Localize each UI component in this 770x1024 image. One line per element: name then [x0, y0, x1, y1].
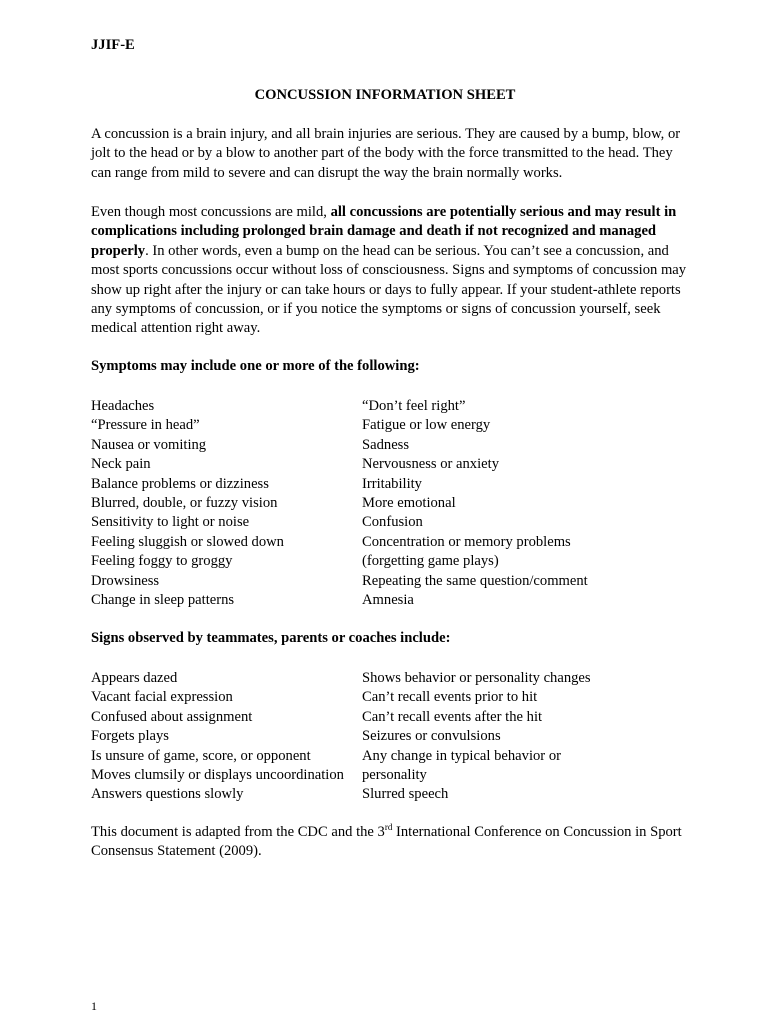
list-item: Repeating the same question/comment: [362, 572, 588, 589]
list-item: Amnesia: [362, 592, 414, 609]
list-item: Forgets plays: [91, 728, 169, 745]
list-item: “Pressure in head”: [91, 417, 200, 434]
list-item: Balance problems or dizziness: [91, 475, 269, 492]
list-item: Is unsure of game, score, or opponent: [91, 747, 311, 764]
warning-paragraph-start: Even though most concussions are mild,: [91, 204, 331, 220]
source-note-start: This document is adapted from the CDC and the 3: [91, 824, 385, 840]
ordinal-superscript: rd: [384, 822, 393, 833]
page-title: CONCUSSION INFORMATION SHEET: [254, 87, 516, 103]
list-item: Irritability: [362, 475, 422, 492]
list-item: Vacant facial expression: [91, 689, 233, 706]
list-item: Feeling foggy to groggy: [91, 553, 233, 570]
list-item: More emotional: [362, 495, 456, 512]
list-item: Shows behavior or personality changes: [362, 670, 591, 686]
page-number: 1: [91, 999, 97, 1013]
list-item: Can’t recall events prior to hit: [362, 689, 538, 706]
list-item: Answers questions slowly: [91, 786, 244, 803]
signs-heading: Signs observed by teammates, parents or coaches include:: [91, 630, 451, 646]
list-item: Headaches: [91, 398, 155, 414]
source-note-end: International Conference on Concussion in Sport Consensus Statement (2009).: [91, 824, 682, 860]
list-item: (forgetting game plays): [362, 553, 499, 570]
list-item: Neck pain: [91, 456, 151, 473]
list-item: Sensitivity to light or noise: [91, 514, 250, 531]
document-code: JJIF-E: [91, 37, 135, 53]
intro-paragraph: A concussion is a brain injury, and all brain injuries are serious. They are caused by a bump, blow, or jolt to the head or by a blow to another part of the body with the force transmitted to the head. They can range from mild to severe and can disrupt the way the brain normally works.: [91, 126, 681, 181]
signs-list-right: [362, 669, 591, 805]
list-item: Concentration or memory problems: [362, 533, 571, 550]
warning-paragraph-rest: . In other words, even a bump on the head can be serious. You can’t see a concussion, and most sports concussions occur without loss of consciousness. Signs and symptoms of concussion may show up right after the injury or can take hours or days to fully appear. If your student-athlete reports any symptoms of concussion, or if you notice the symptoms or signs of concussion yourself, seek medical attention right away.: [91, 242, 687, 337]
symptoms-list-right: [362, 397, 588, 610]
list-item: Can’t recall events after the hit: [362, 708, 543, 725]
signs-list-left: [91, 669, 344, 805]
list-item: Confusion: [362, 514, 423, 531]
list-item: Blurred, double, or fuzzy vision: [91, 495, 278, 512]
list-item: Change in sleep patterns: [91, 592, 235, 609]
list-item: Appears dazed: [91, 670, 178, 686]
list-item: Seizures or convulsions: [362, 728, 501, 745]
symptoms-list-left: [91, 397, 284, 610]
warning-paragraph: [91, 203, 691, 339]
list-item: Confused about assignment: [91, 708, 253, 725]
list-item: Feeling sluggish or slowed down: [91, 533, 284, 550]
list-item: Fatigue or low energy: [362, 417, 491, 434]
list-item: personality: [362, 767, 427, 784]
list-item: Nervousness or anxiety: [362, 456, 499, 473]
list-item: Nausea or vomiting: [91, 436, 207, 453]
source-note: [91, 823, 691, 862]
list-item: Moves clumsily or displays uncoordination: [91, 767, 344, 784]
list-item: Any change in typical behavior or: [362, 747, 561, 764]
list-item: Drowsiness: [91, 572, 160, 589]
warning-paragraph-emphasis: all concussions are potentially serious and may result in complications including prolonged brain damage and death if not recognized and managed properly: [91, 204, 677, 259]
symptoms-heading: Symptoms may include one or more of the following:: [91, 358, 420, 374]
list-item: “Don’t feel right”: [362, 398, 466, 414]
list-item: Sadness: [362, 436, 410, 453]
list-item: Slurred speech: [362, 786, 449, 803]
